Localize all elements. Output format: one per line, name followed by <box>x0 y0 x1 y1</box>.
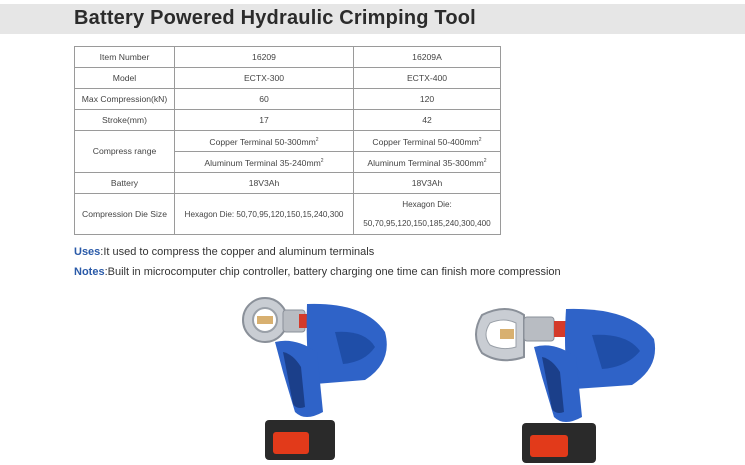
cell-16209-max-compression: 60 <box>175 89 354 110</box>
table-row <box>75 131 501 152</box>
row-label-max-compression: Max Compression(kN) <box>75 89 175 110</box>
cell-16209-copper-range: Copper Terminal $50-300mm^2$ <box>175 131 354 152</box>
page-title: Battery Powered Hydraulic Crimping Tool <box>74 7 476 29</box>
spec-table <box>74 46 501 235</box>
table-row <box>75 110 501 131</box>
table-row <box>75 194 501 235</box>
die-size-heading: Hexagon Die: <box>402 200 452 209</box>
uses-line <box>74 246 374 258</box>
uses-text: :It used to compress the copper and aluminum terminals <box>100 246 375 258</box>
table-row <box>75 173 501 194</box>
cell-16209-battery: 18V3Ah <box>175 173 354 194</box>
cell-16209a-max-compression: 120 <box>354 89 501 110</box>
notes-text: :Built in microcomputer chip controller, battery charging one time can finish more compression <box>104 266 561 278</box>
table-row <box>75 47 501 68</box>
row-label-item-number: Item Number <box>75 47 175 68</box>
row-label-compress-range: Compress range <box>75 131 175 173</box>
row-label-model: Model <box>75 68 175 89</box>
die-size-values: 50,70,95,120,150,185,240,300,400 <box>363 219 491 228</box>
table-row <box>75 68 501 89</box>
row-label-battery: Battery <box>75 173 175 194</box>
row-label-stroke: Stroke(mm) <box>75 110 175 131</box>
cell-16209-aluminum-range: Aluminum Terminal $35-240mm^2$ <box>175 152 354 173</box>
cell-16209a-die-size <box>354 194 501 235</box>
crimping-tool-image-400 <box>462 295 662 465</box>
cell-16209-item-number: 16209 <box>175 47 354 68</box>
cell-16209a-model: ECTX-400 <box>354 68 501 89</box>
table-row <box>75 89 501 110</box>
cell-16209-die-size: Hexagon Die: 50,70,95,120,150,15,240,300 <box>175 194 354 235</box>
cell-16209a-item-number: 16209A <box>354 47 501 68</box>
crimping-tool-image-300 <box>235 292 395 465</box>
cell-16209a-battery: 18V3Ah <box>354 173 501 194</box>
cell-16209-model: ECTX-300 <box>175 68 354 89</box>
title-bar <box>0 4 745 34</box>
row-label-die-size: Compression Die Size <box>75 194 175 235</box>
cell-16209a-copper-range: Copper Terminal $50-400mm^2$ <box>354 131 501 152</box>
cell-16209a-aluminum-range: Aluminum Terminal $35-300mm^2$ <box>354 152 501 173</box>
notes-label: Notes <box>74 266 105 278</box>
notes-line <box>74 266 561 278</box>
cell-16209-stroke: 17 <box>175 110 354 131</box>
cell-16209a-stroke: 42 <box>354 110 501 131</box>
uses-label: Uses <box>74 246 101 258</box>
